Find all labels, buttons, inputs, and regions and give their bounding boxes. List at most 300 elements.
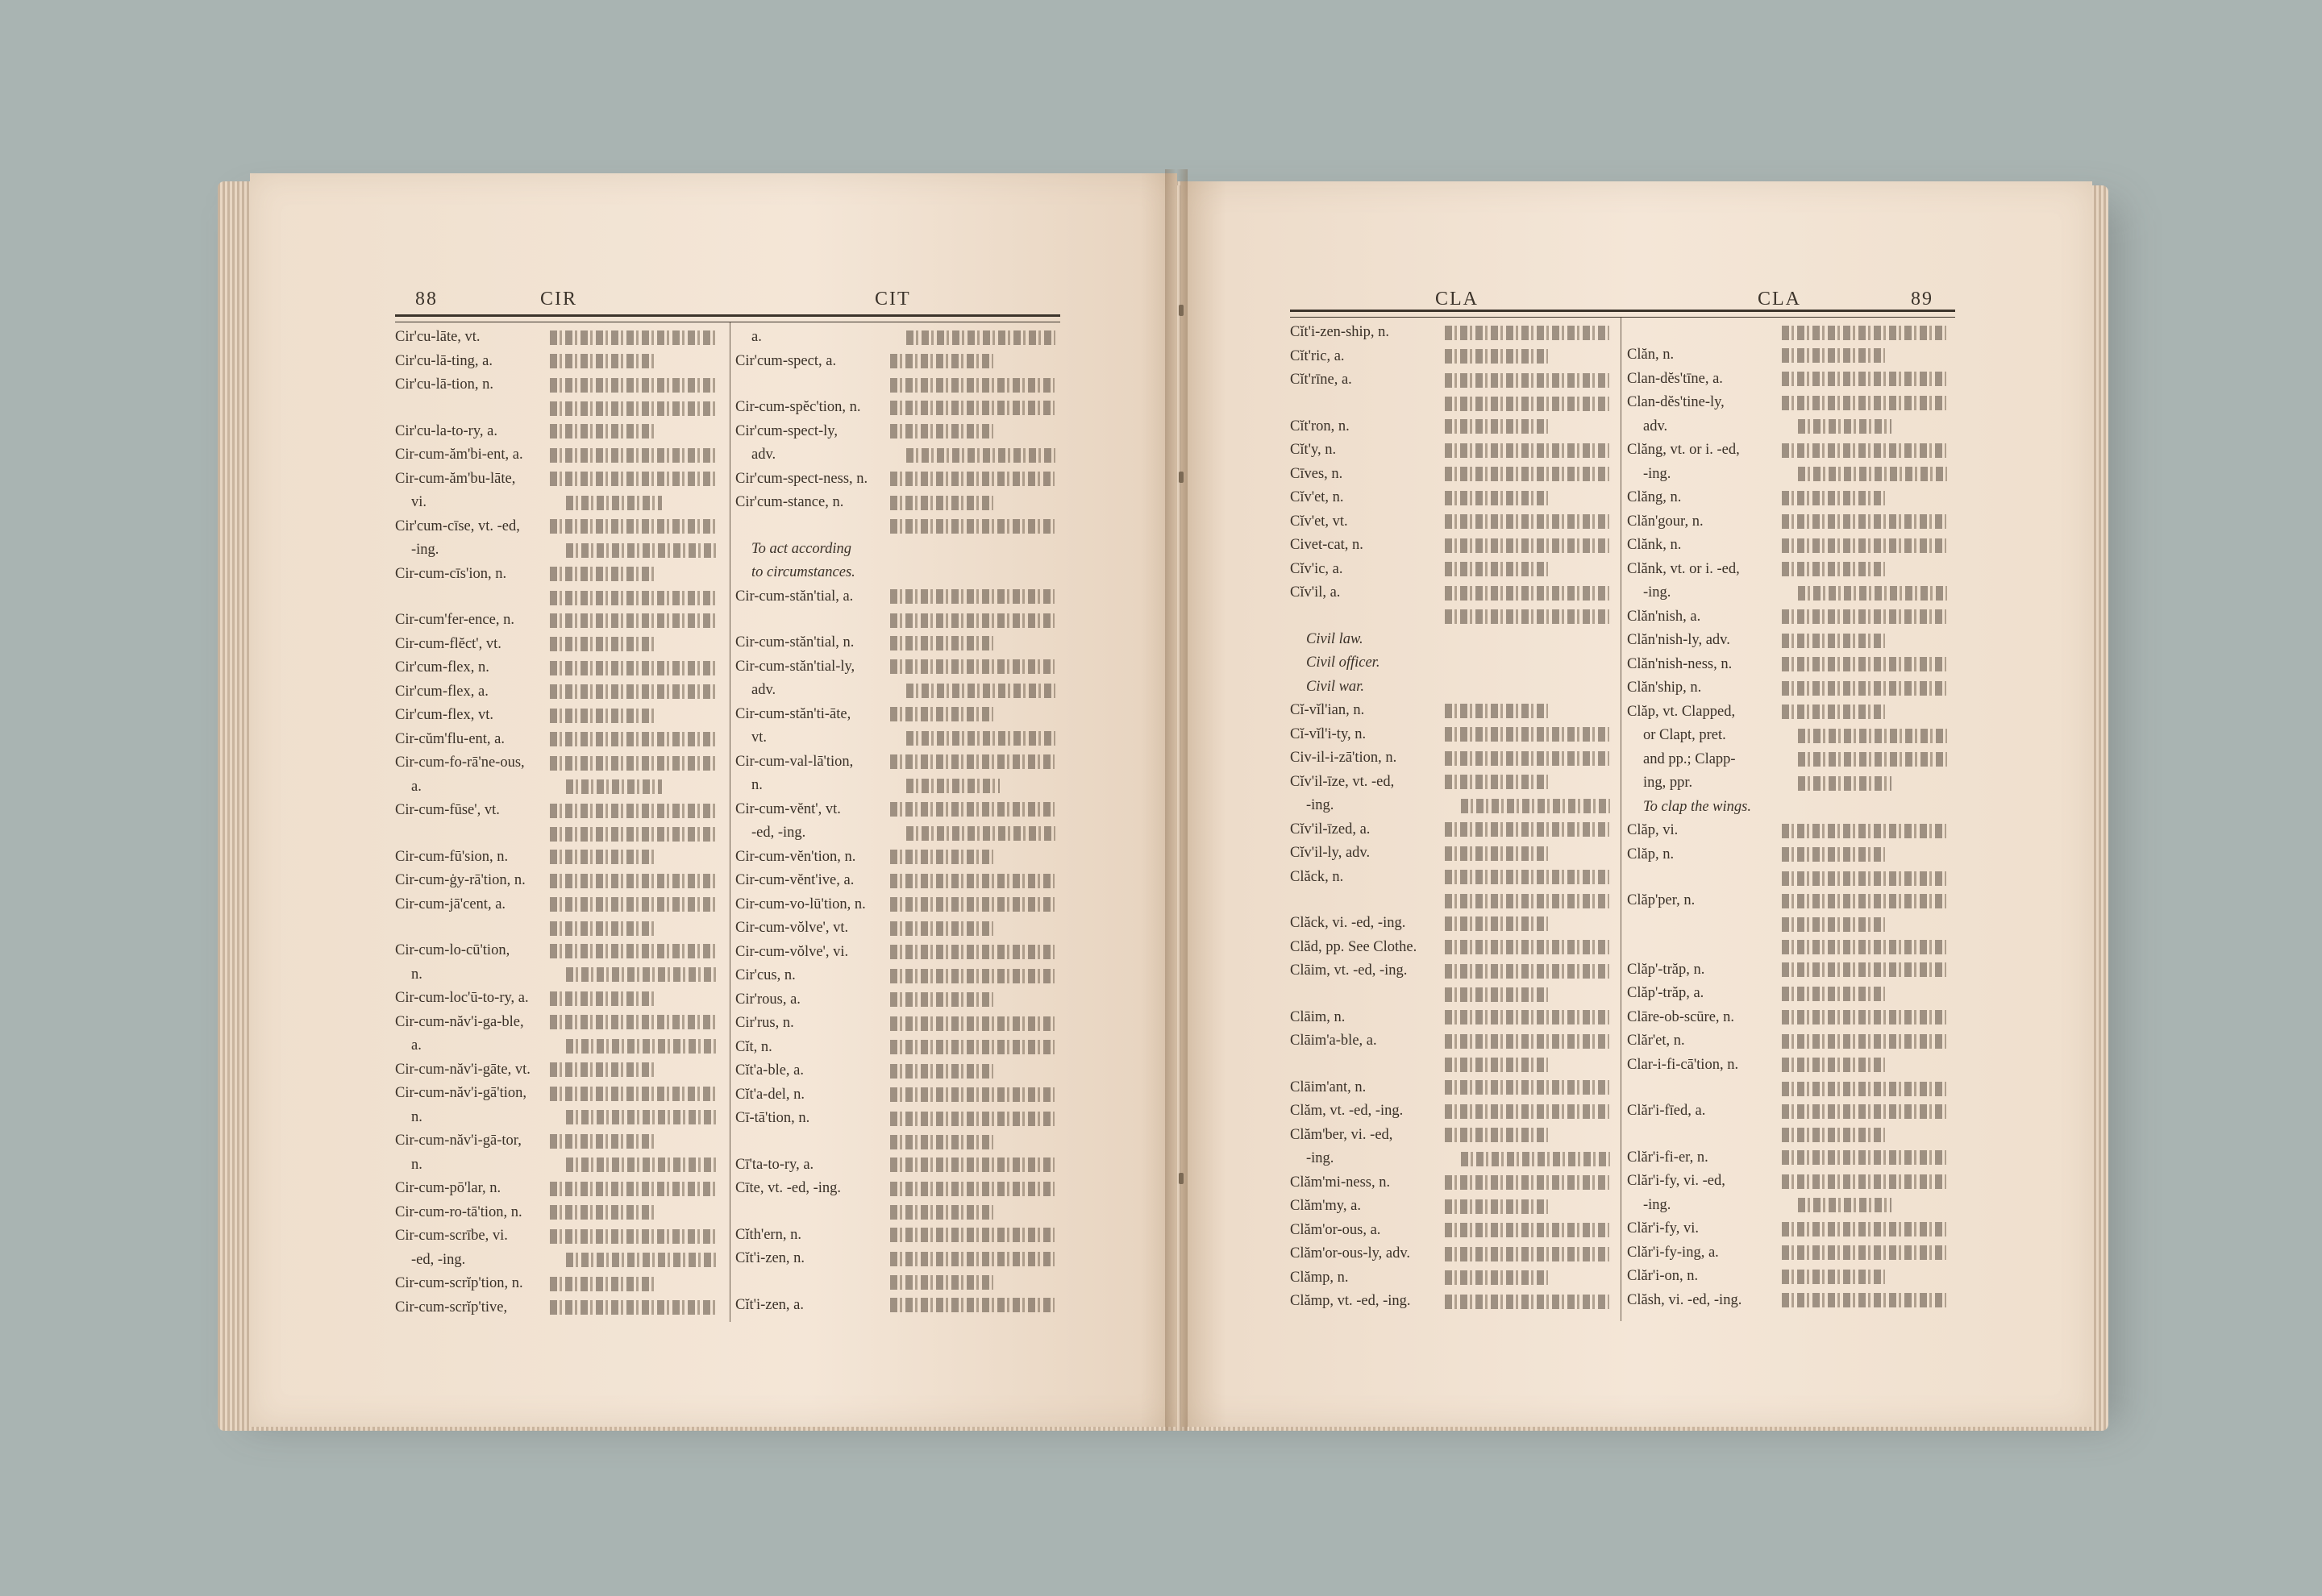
dictionary-entry [395, 846, 726, 870]
dictionary-entry [395, 1058, 726, 1083]
dictionary-entry [1290, 842, 1617, 866]
japanese-definition [890, 1295, 1062, 1316]
japanese-definition [1782, 1008, 1954, 1029]
dictionary-entry [1290, 1171, 1617, 1195]
dictionary-entry [735, 798, 1062, 822]
headword: Clăr'i-fīed, a. [1627, 1103, 1706, 1119]
dictionary-entry [735, 631, 1062, 655]
headword: Clăn'nish, a. [1627, 608, 1701, 625]
dictionary-entry [1290, 510, 1617, 534]
headword: Clāim'ant, n. [1290, 1079, 1367, 1095]
japanese-definition [566, 1250, 726, 1271]
dictionary-entry [735, 941, 1062, 965]
headword: Cĭv'et, n. [1290, 489, 1344, 505]
dictionary-entry [1627, 463, 1954, 487]
dictionary-entry [1627, 391, 1954, 415]
japanese-definition [1445, 1078, 1617, 1099]
japanese-definition [1782, 1219, 1954, 1240]
dictionary-entry [1290, 581, 1617, 605]
dictionary-entry [1290, 1147, 1617, 1171]
japanese-definition [1782, 1148, 1954, 1169]
japanese-definition [1782, 1171, 1954, 1192]
headword: Cir-cum-spĕc'tion, n. [735, 399, 861, 415]
headword: Cir'cum-spect, a. [735, 352, 837, 369]
headword: To clap the wings. [1643, 798, 1751, 815]
dictionary-entry [395, 1177, 726, 1201]
japanese-definition [1782, 512, 1954, 533]
headword: n. [411, 1108, 422, 1125]
dictionary-entry [1290, 1195, 1617, 1219]
japanese-definition [1445, 583, 1617, 604]
japanese-definition [1445, 820, 1617, 841]
japanese-definition [566, 965, 726, 986]
dictionary-entry [1290, 393, 1617, 415]
headword: Cir'cum-cīse, vt. -ed, [395, 517, 520, 534]
japanese-definition [550, 682, 726, 703]
headword: Clăr'i-on, n. [1627, 1268, 1699, 1284]
headword: Clăm'my, a. [1290, 1198, 1361, 1214]
headword: Clāim, vt. -ed, -ing. [1290, 962, 1408, 979]
japanese-definition [890, 1013, 1062, 1034]
japanese-definition [550, 469, 726, 490]
headword: Cĭt'i-zen, a. [735, 1296, 805, 1313]
dictionary-entry [395, 1034, 726, 1058]
japanese-definition [890, 610, 1062, 631]
headword: Clămp, n. [1290, 1269, 1349, 1286]
headword: Cir'cum-spect-ly, [735, 422, 838, 439]
dictionary-entry [395, 586, 726, 609]
headword [1290, 889, 1445, 912]
japanese-definition [1782, 559, 1954, 580]
japanese-definition [550, 847, 726, 868]
dictionary-entry [735, 869, 1062, 893]
japanese-definition [890, 1108, 1062, 1129]
japanese-definition [550, 1060, 726, 1081]
japanese-definition [890, 918, 1062, 939]
headword: Clăr'i-fy, vi. -ed, [1627, 1173, 1725, 1189]
dictionary-entry [1627, 724, 1954, 748]
japanese-definition [1445, 725, 1617, 746]
left-column-2 [735, 326, 1062, 1317]
dictionary-entry [1627, 1265, 1954, 1289]
japanese-definition [1445, 347, 1617, 368]
dictionary-entry [1627, 982, 1954, 1006]
dictionary-entry [395, 680, 726, 704]
headword: Cir-cum-scrībe, vi. [395, 1228, 508, 1244]
headword: Civil war. [1306, 678, 1364, 695]
japanese-definition [1782, 1031, 1954, 1052]
dictionary-entry [1627, 700, 1954, 725]
headword: Clar-i-fi-cā'tion, n. [1627, 1056, 1739, 1073]
guide-word-right: CLA [1758, 289, 1801, 310]
dictionary-entry [1290, 936, 1617, 960]
japanese-definition [550, 1203, 726, 1224]
dictionary-entry [1290, 746, 1617, 771]
dictionary-entry [395, 728, 726, 752]
dictionary-entry [735, 561, 1062, 585]
headword [1290, 393, 1445, 415]
japanese-definition [1445, 535, 1617, 556]
headword: Cĭt'ric, a. [1290, 347, 1345, 364]
japanese-definition [1782, 345, 1954, 366]
japanese-definition [1782, 607, 1954, 628]
japanese-definition [1445, 512, 1617, 533]
japanese-definition [1782, 821, 1954, 842]
dictionary-entry [735, 1271, 1062, 1294]
dictionary-entry [735, 1247, 1062, 1271]
japanese-definition [566, 777, 726, 798]
headword: Clăck, n. [1290, 868, 1344, 885]
headword: Cir-cŭm'flu-ent, a. [395, 730, 506, 747]
right-column-2 [1627, 321, 1954, 1312]
dictionary-entry [735, 916, 1062, 941]
dictionary-entry [395, 420, 726, 444]
headword: Clăr'et, n. [1627, 1033, 1685, 1049]
dictionary-entry [735, 1224, 1062, 1248]
dictionary-entry [395, 893, 726, 917]
dictionary-entry [395, 609, 726, 633]
headword: Clăm'ber, vi. -ed, [1290, 1126, 1393, 1143]
headword: n. [411, 966, 422, 983]
dictionary-entry [395, 823, 726, 846]
dictionary-entry [1290, 889, 1617, 912]
japanese-definition [550, 729, 726, 750]
headword: Cir-cum-vĕnt'ive, a. [735, 872, 855, 888]
headword: Clăp'-trăp, n. [1627, 961, 1705, 978]
headword: Cĭt'a-del, n. [735, 1086, 805, 1103]
headword: Clăm'or-ous, a. [1290, 1221, 1381, 1238]
dictionary-entry [395, 869, 726, 893]
japanese-definition [890, 704, 1062, 725]
headword: Cĭt'i-zen-ship, n. [1290, 324, 1390, 340]
dictionary-entry [735, 655, 1062, 680]
dictionary-entry [735, 1201, 1062, 1224]
japanese-definition [550, 1083, 726, 1104]
headword: Cĭt'i-zen, n. [735, 1250, 805, 1266]
japanese-definition [550, 918, 726, 939]
headword [1627, 1077, 1782, 1099]
headword [1627, 1124, 1782, 1146]
dictionary-entry [395, 1224, 726, 1249]
headword: Cir-cum-vŏlve', vi. [735, 943, 849, 960]
headword: Cĭ-vĭl'i-ty, n. [1290, 725, 1367, 742]
japanese-definition [890, 493, 1062, 513]
dictionary-entry [1627, 415, 1954, 439]
japanese-definition [566, 540, 726, 561]
japanese-definition [1782, 322, 1954, 343]
headword: Cir-cum-scrĭp'tion, n. [395, 1275, 523, 1291]
headword: Clăn'gour, n. [1627, 513, 1704, 530]
headword: Cĭt'ron, n. [1290, 418, 1350, 434]
japanese-definition [550, 564, 726, 585]
japanese-definition [1782, 1079, 1954, 1099]
japanese-definition [550, 941, 726, 962]
headword: n. [411, 1156, 422, 1173]
japanese-definition [890, 375, 1062, 396]
headword: Clăm'mi-ness, n. [1290, 1174, 1391, 1191]
headword: -ing. [1306, 1150, 1334, 1166]
dictionary-entry [1627, 889, 1954, 913]
headword: Cir-cum-năv'i-gā-tor, [395, 1133, 522, 1149]
dictionary-entry [735, 1294, 1062, 1318]
japanese-definition [890, 1133, 1062, 1153]
dictionary-entry [1290, 818, 1617, 842]
headword: Cir-cum-vĕnt', vt. [735, 800, 841, 817]
dictionary-entry [395, 987, 726, 1011]
dictionary-entry [735, 988, 1062, 1012]
dictionary-entry [735, 420, 1062, 444]
dictionary-entry [735, 893, 1062, 917]
dictionary-entry [1627, 1217, 1954, 1241]
dictionary-entry [735, 774, 1062, 798]
binding-stitch [1179, 472, 1184, 483]
headword: Cir-cum-stăn'tial, n. [735, 634, 855, 650]
dictionary-entry [1290, 1099, 1617, 1124]
dictionary-entry [1627, 486, 1954, 510]
dictionary-entry [735, 609, 1062, 631]
japanese-definition [550, 399, 726, 420]
japanese-definition [1445, 607, 1617, 628]
dictionary-entry [1290, 321, 1617, 345]
japanese-definition [906, 728, 1062, 749]
dictionary-entry [1627, 843, 1954, 867]
headword: adv. [751, 682, 776, 698]
headword [1290, 605, 1445, 628]
dictionary-entry [1290, 1266, 1617, 1291]
headword: Cir'rus, n. [735, 1015, 794, 1031]
dictionary-entry [1627, 1029, 1954, 1054]
japanese-definition [890, 871, 1062, 892]
dictionary-entry [395, 491, 726, 515]
japanese-definition [1445, 772, 1617, 793]
headword: Clămp, vt. -ed, -ing. [1290, 1293, 1411, 1309]
japanese-definition [890, 847, 1062, 868]
dictionary-entry [735, 515, 1062, 538]
headword: Clăp, vi. [1627, 822, 1679, 838]
japanese-definition [890, 633, 1062, 654]
dictionary-entry [1290, 1242, 1617, 1266]
headword: Cir-cum-fo-rā'ne-ous, [395, 754, 525, 771]
japanese-definition [1445, 1173, 1617, 1194]
headword: adv. [1643, 418, 1668, 434]
japanese-definition [1782, 488, 1954, 509]
japanese-definition [890, 966, 1062, 987]
japanese-definition [1445, 1055, 1617, 1076]
headword: Cir-cum-vŏlve', vt. [735, 920, 849, 936]
headword: Cir'cum-flex, vt. [395, 707, 494, 723]
japanese-definition [1782, 845, 1954, 866]
dictionary-entry [1290, 866, 1617, 890]
headword: -ing. [1643, 584, 1671, 601]
headword: Clăr'i-fy, vi. [1627, 1220, 1699, 1236]
headword: a. [411, 1037, 422, 1054]
japanese-definition [890, 942, 1062, 963]
japanese-definition [1782, 393, 1954, 414]
headword [735, 1271, 890, 1294]
japanese-definition [550, 871, 726, 892]
headword: Cir-cum-pō'lar, n. [395, 1180, 501, 1196]
dictionary-entry [395, 963, 726, 987]
guide-word-left: CIR [540, 289, 578, 310]
headword: Cir-cum-lo-cū'tion, [395, 942, 510, 958]
japanese-definition [1445, 1291, 1617, 1312]
headword: Cīte, vt. -ed, -ing. [735, 1180, 842, 1196]
japanese-definition [890, 1061, 1062, 1082]
headword: Clăn'ship, n. [1627, 680, 1702, 696]
headword: Cĭv'ic, a. [1290, 560, 1343, 577]
dictionary-entry [1627, 321, 1954, 343]
dictionary-entry [735, 326, 1062, 350]
headword: To act according [751, 540, 852, 557]
headword: -ing. [411, 542, 439, 558]
headword: Clăck, vi. -ed, -ing. [1290, 915, 1406, 931]
headword: Cir'cu-la-to-ry, a. [395, 422, 497, 439]
japanese-definition [550, 634, 726, 655]
japanese-definition [550, 517, 726, 538]
dictionary-entry [395, 1082, 726, 1106]
headword: Civet-cat, n. [1290, 537, 1363, 553]
japanese-definition [550, 351, 726, 372]
headword: Cir-cum-flĕct', vt. [395, 635, 501, 652]
headword: Cir-cum-jā'cent, a. [395, 896, 506, 912]
headword [735, 515, 890, 538]
headword [1627, 913, 1782, 936]
japanese-definition [1782, 1266, 1954, 1287]
japanese-definition [1445, 1125, 1617, 1146]
japanese-definition [1782, 535, 1954, 556]
japanese-definition [550, 800, 726, 821]
japanese-definition [550, 1298, 726, 1319]
japanese-definition [890, 1037, 1062, 1058]
japanese-definition [890, 1085, 1062, 1106]
japanese-definition [550, 375, 726, 396]
headword: Cir'cu-lāte, vt. [395, 329, 481, 345]
headword: Clăp'per, n. [1627, 892, 1696, 908]
dictionary-entry [1290, 794, 1617, 818]
dictionary-entry [1627, 581, 1954, 605]
headword: Clăng, vt. or i. -ed, [1627, 442, 1740, 458]
japanese-definition [1445, 1196, 1617, 1217]
header-rule [1290, 310, 1955, 318]
dictionary-entry [1290, 699, 1617, 723]
dictionary-entry [1290, 1054, 1617, 1076]
japanese-definition [890, 1155, 1062, 1176]
dictionary-entry [1627, 936, 1954, 958]
headword: Cĭv'il-ly, adv. [1290, 845, 1371, 861]
japanese-definition [890, 1273, 1062, 1294]
dictionary-entry [395, 799, 726, 823]
japanese-definition [1782, 1101, 1954, 1122]
japanese-definition [1445, 937, 1617, 958]
japanese-definition [890, 990, 1062, 1011]
headword: Cir-cum-vĕn'tion, n. [735, 848, 856, 865]
japanese-definition [550, 1178, 726, 1199]
headword: Cir'rous, a. [735, 991, 801, 1008]
dictionary-entry [395, 468, 726, 492]
headword: Cir'cu-lā-ting, a. [395, 352, 493, 369]
japanese-definition [1445, 700, 1617, 721]
japanese-definition [1445, 370, 1617, 391]
headword: Cir-cum-fū'sion, n. [395, 848, 509, 865]
dictionary-entry [735, 443, 1062, 468]
japanese-definition [1782, 630, 1954, 651]
japanese-definition [1445, 1031, 1617, 1052]
headword [1290, 983, 1445, 1006]
headword [395, 823, 550, 846]
japanese-definition [1445, 322, 1617, 343]
headword: and pp.; Clapp- [1643, 750, 1736, 767]
dictionary-entry [1290, 1290, 1617, 1314]
japanese-definition [1782, 369, 1954, 390]
japanese-definition [1798, 750, 1954, 771]
headword: Cĭv'et, vt. [1290, 513, 1348, 530]
japanese-definition [1445, 985, 1617, 1006]
japanese-definition [550, 753, 726, 774]
headword: Cĭv'il, a. [1290, 584, 1341, 601]
dictionary-entry [1627, 343, 1954, 368]
dictionary-entry [1290, 345, 1617, 369]
headword: Cir-cum-năv'i-gāte, vt. [395, 1061, 531, 1078]
japanese-definition [1782, 1125, 1954, 1146]
dictionary-entry [735, 750, 1062, 775]
headword: Cir-cum-stăn'tial, a. [735, 588, 854, 605]
japanese-definition [906, 445, 1062, 466]
japanese-definition [1445, 748, 1617, 769]
dictionary-entry [1627, 1099, 1954, 1124]
japanese-definition [1782, 937, 1954, 958]
dictionary-entry [1627, 748, 1954, 772]
japanese-definition [906, 823, 1062, 844]
japanese-definition [550, 658, 726, 679]
dictionary-entry [1627, 1006, 1954, 1030]
headword: ing, ppr. [1643, 775, 1693, 791]
dictionary-entry [1627, 1241, 1954, 1266]
japanese-definition [1782, 915, 1954, 936]
dictionary-entry [1627, 1077, 1954, 1099]
headword: n. [751, 777, 763, 793]
dictionary-entry [1627, 913, 1954, 936]
dictionary-entry [1627, 653, 1954, 677]
headword: Clan-dĕs'tine-ly, [1627, 394, 1725, 410]
dictionary-entry [1290, 486, 1617, 510]
headword: Cir-cum-ăm'bi-ent, a. [395, 447, 523, 463]
headword: Cir-cum-ro-tā'tion, n. [395, 1203, 522, 1220]
headword: -ing. [1643, 465, 1671, 482]
dictionary-entry [735, 1083, 1062, 1108]
dictionary-entry [1627, 510, 1954, 534]
dictionary-entry [395, 373, 726, 397]
japanese-definition [890, 422, 1062, 443]
japanese-definition [1798, 464, 1954, 485]
japanese-definition [1798, 583, 1954, 604]
japanese-definition [1798, 725, 1954, 746]
japanese-definition [1782, 1243, 1954, 1264]
japanese-definition [1461, 796, 1617, 817]
dictionary-entry [395, 633, 726, 657]
dictionary-entry [735, 538, 1062, 562]
japanese-definition [890, 1178, 1062, 1199]
headword: or Clapt, pret. [1643, 727, 1726, 743]
japanese-definition [890, 895, 1062, 916]
japanese-definition [1445, 1008, 1617, 1029]
headword: Clăm'or-ous-ly, adv. [1290, 1245, 1411, 1261]
headword: Civ-il-i-zā'tion, n. [1290, 750, 1397, 766]
dictionary-entry [395, 397, 726, 420]
headword: Cir-cum-ăm'bu-lāte, [395, 470, 516, 487]
headword: -ed, -ing. [411, 1251, 466, 1268]
header-rule [395, 314, 1060, 322]
japanese-definition [1445, 843, 1617, 864]
